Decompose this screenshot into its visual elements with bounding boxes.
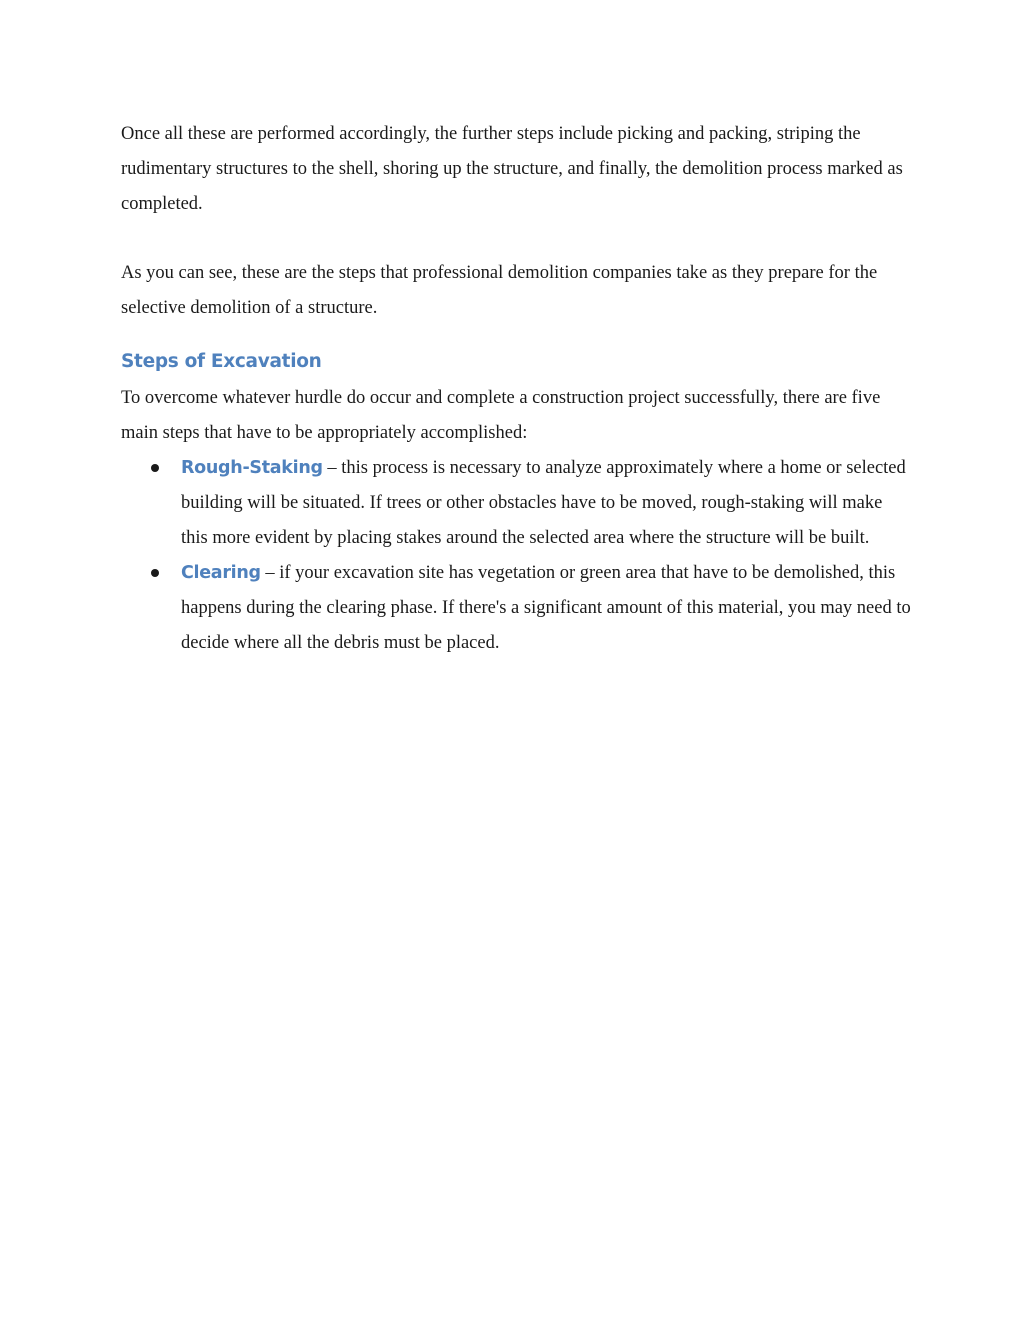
document-body: [121, 117, 911, 661]
bullet-icon: [151, 464, 159, 472]
paragraph-demolition-summary: As you can see, these are the steps that professional demolition companies take as they prepare for the selective demolition of a structure.: [121, 263, 878, 318]
bullet-icon: [151, 569, 159, 577]
step-description: – this process is necessary to analyze approximately where a home or selected building will be situated. If trees or other obstacles have to be moved, rough-staking will make this more evident by placing stakes around the selected area where the structure will be built.: [181, 458, 906, 548]
list-item: [121, 556, 911, 661]
section-intro: To overcome whatever hurdle do occur and complete a construction project successfully, there are five main steps that have to be appropriately accomplished:: [121, 388, 881, 443]
list-item: [121, 451, 911, 556]
step-term: Rough-Staking: [181, 458, 323, 478]
step-term: Clearing: [181, 563, 261, 583]
section-heading: Steps of Excavation: [121, 351, 322, 372]
step-description: – if your excavation site has vegetation or green area that have to be demolished, this happens during the clearing phase. If there's a significant amount of this material, you may need to decide where all the debris must be placed.: [181, 563, 911, 653]
paragraph-completion-steps: Once all these are performed accordingly, the further steps include picking and packing, striping the rudimentary structures to the shell, shoring up the structure, and finally, the demolition process marked as completed.: [121, 124, 903, 214]
steps-list: [121, 451, 911, 661]
